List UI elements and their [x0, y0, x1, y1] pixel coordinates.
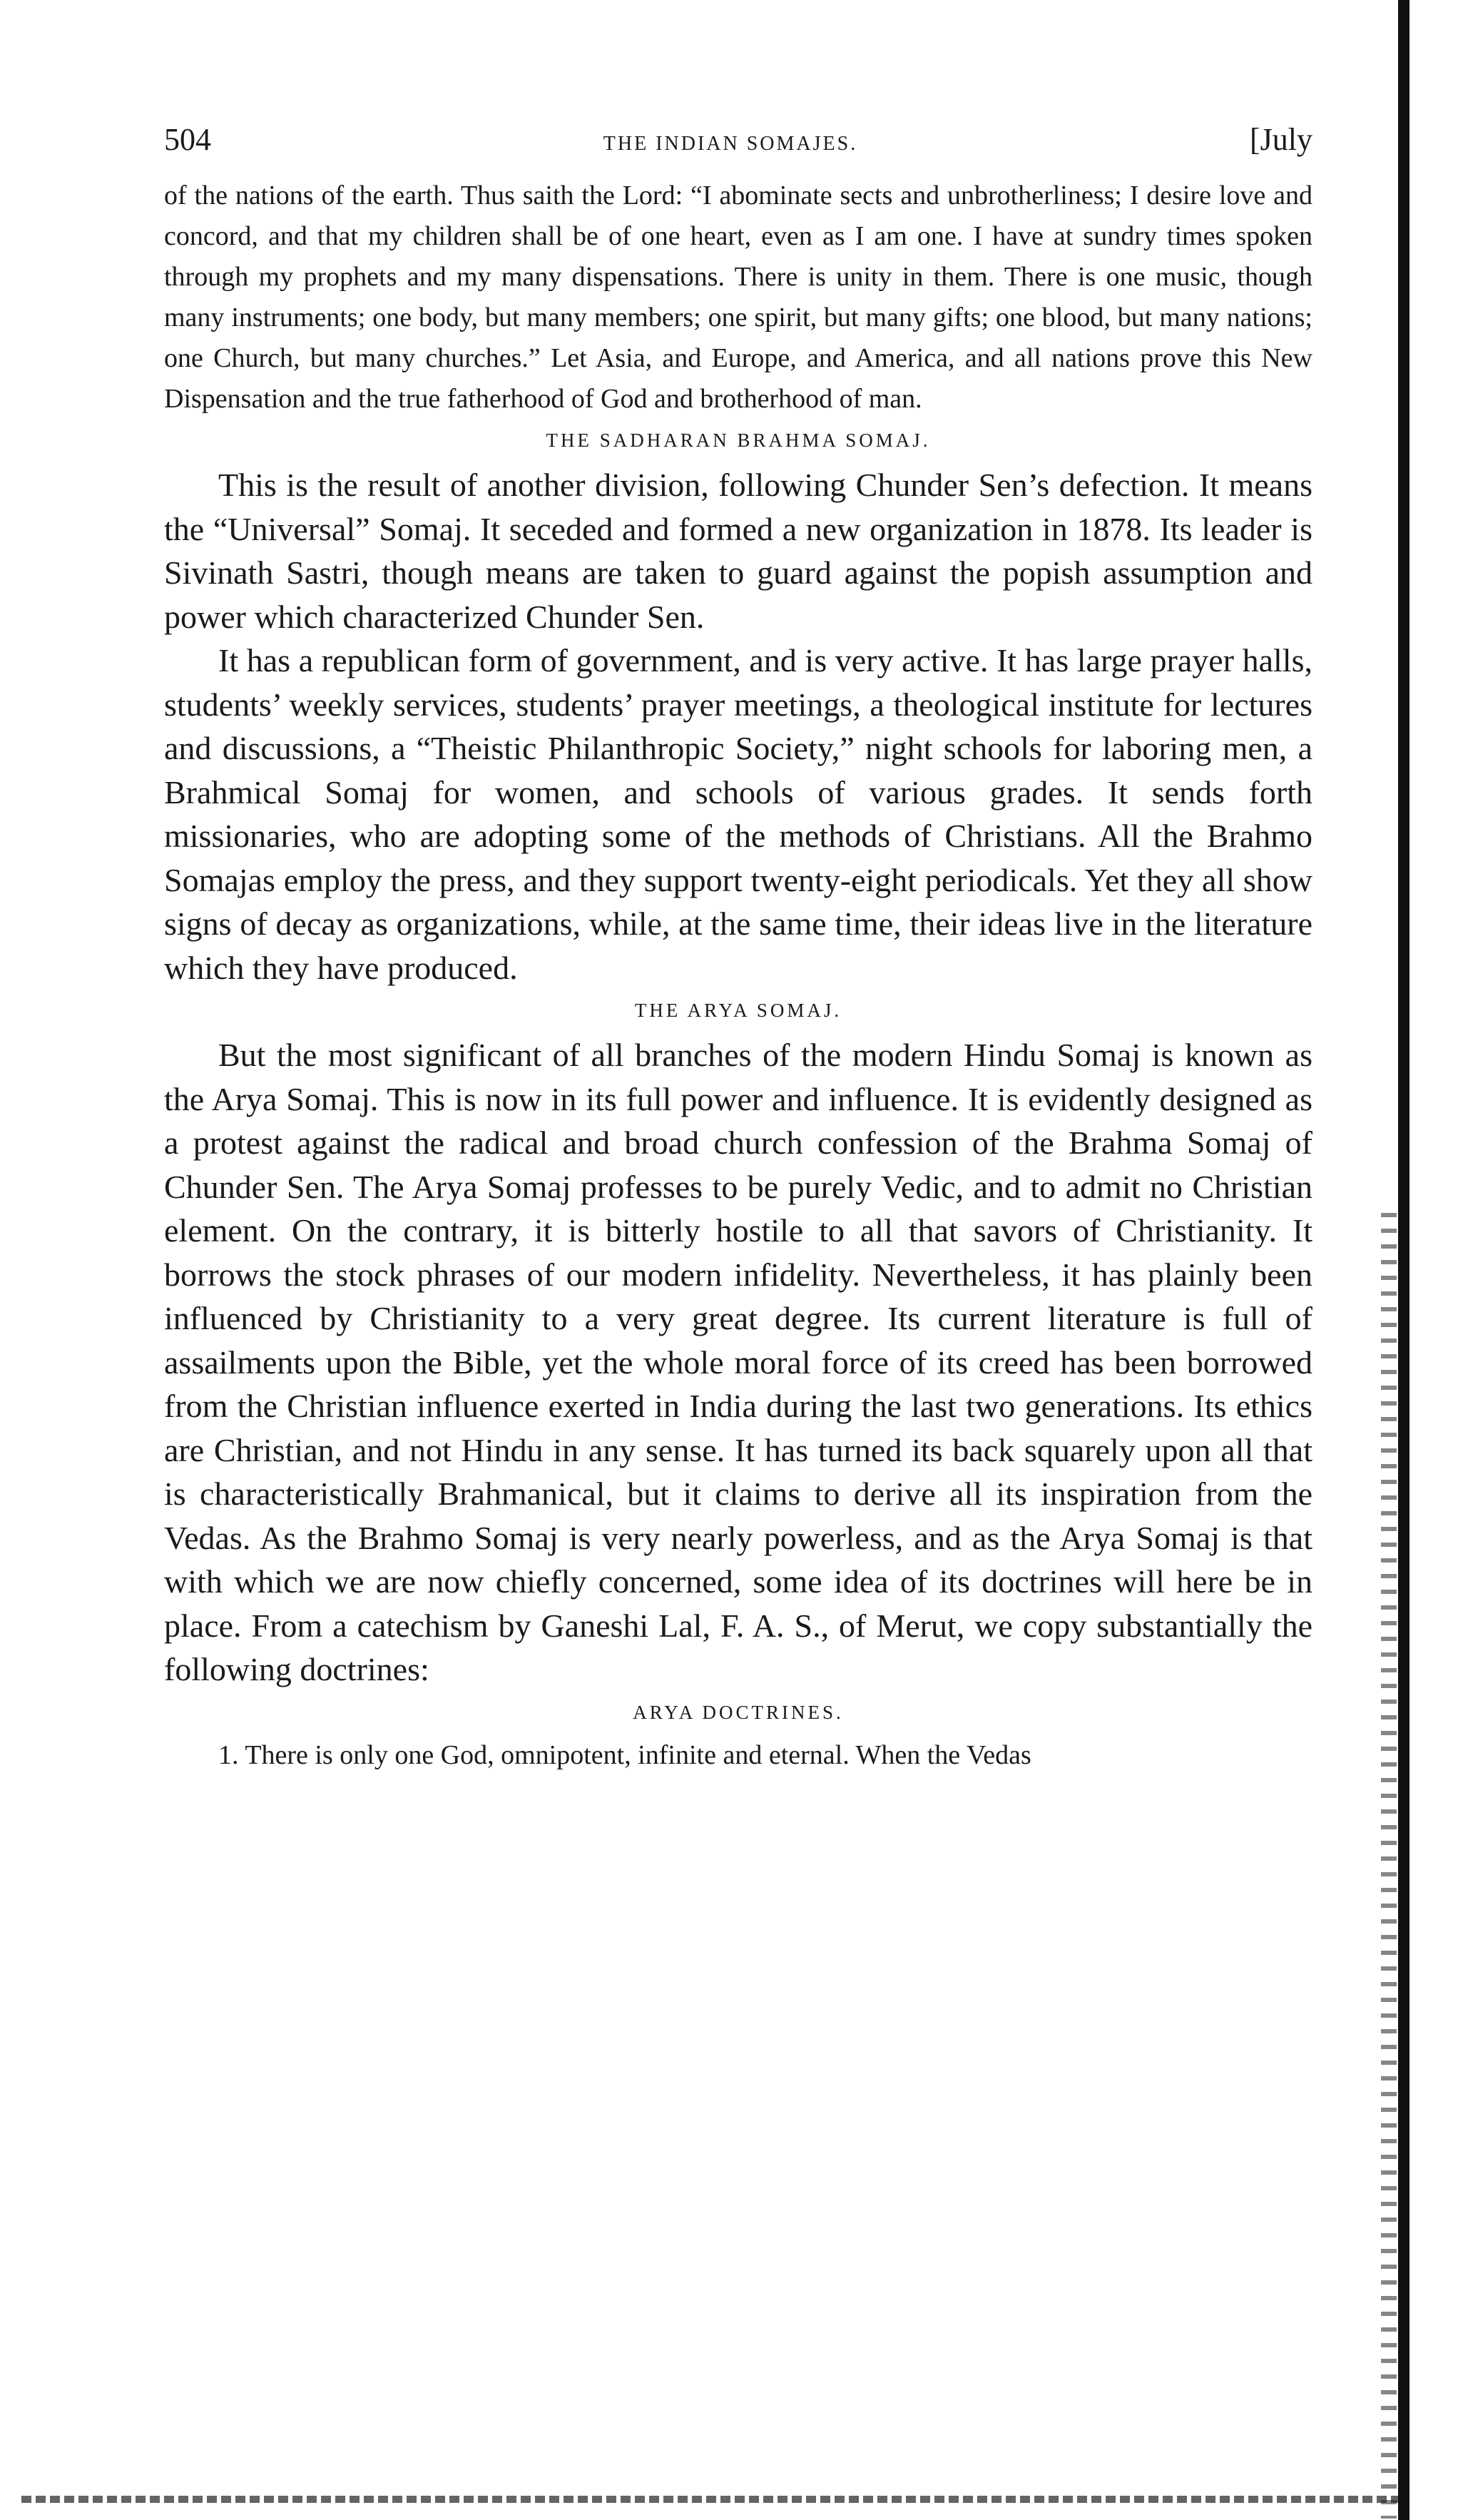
page-edge-texture	[1381, 1213, 1397, 2519]
paragraph-arya: But the most significant of all branches of the modern Hindu Somaj is known as the Arya Somaj. This is now in its full power and influence. It is evidently designed as a protest against the radical and broad church confession of the Brahma Somaj of Chunder Sen. The Arya Somaj professes to be purely Vedic, and to admit no Christian element. On the contrary, it is bitterly hostile to all that savors of Christianity. It borrows the stock phrases of our modern infidelity. Nevertheless, it has plainly been influenced by Christianity to a very great degree. Its current literature is full of assailments upon the Bible, yet the whole moral force of its creed has been borrowed from the Christian influence exerted in India during the last two generations. Its ethics are Christian, and not Hindu in any sense. It has turned its back squarely upon all that is characteristically Brahmanical, but it claims to derive all its inspiration from the Vedas. As the Brahmo Somaj is very nearly powerless, and as the Arya Somaj is that with which we are now chiefly concerned, some idea of its doctrines will here be in place. From a catechism by Ganeshi Lal, F. A. S., of Merut, we copy substantially the following doctrines:	[164, 1037, 1312, 1687]
section-heading-sadharan: THE SADHARAN BRAHMA SOMAJ.	[546, 430, 931, 451]
running-title: THE INDIAN SOMAJES.	[603, 133, 858, 155]
bottom-edge-texture	[21, 2496, 1398, 2503]
doctrine-item-1: 1. There is only one God, omnipotent, infinite and eternal. When the Vedas	[218, 1739, 1031, 1770]
paragraph-continuation: of the nations of the earth. Thus saith the Lord: “I abominate sects and unbrotherliness; I desire love and concord, and that my children shall be of one heart, even as I am one. I have at sundry times spoken through my prophets and my many dispensations. There is unity in them. There is one music, though many instruments; one body, but many members; one spirit, but many gifts; one blood, but many nations; one Church, but many churches.” Let Asia, and Europe, and America, and all nations prove this New Dispensation and the true fatherhood of God and brotherhood of man.	[164, 181, 1312, 414]
book-page	[164, 121, 1312, 1776]
paragraph-sadharan-2: It has a republican form of government, and is very active. It has large prayer halls, students’ weekly services, students’ prayer meetings, a theological institute for lectures and discussions, a “Theistic Philanthropic Society,” night schools for laboring men, a Brahmical Somaj for women, and schools of various grades. It sends forth missionaries, who are adopting some of the methods of Christians. All the Brahmo Somajas employ the press, and they support twenty-eight periodicals. Yet they all show signs of decay as organizations, while, at the same time, their ideas live in the literature which they have produced.	[164, 642, 1312, 986]
paragraph-sadharan-1: This is the result of another division, following Chunder Sen’s defection. It means the “Universal” Somaj. It seceded and formed a new organization in 1878. Its leader is Sivinath Sastri, though means are taken to guard against the popish assumption and power which characterized Chunder Sen.	[164, 467, 1312, 635]
section-heading-arya: THE ARYA SOMAJ.	[634, 1000, 842, 1021]
binding-edge-rule	[1398, 0, 1410, 2520]
running-head	[164, 121, 1312, 171]
running-date: [July	[1249, 122, 1312, 157]
section-heading-doctrines: ARYA DOCTRINES.	[633, 1701, 844, 1723]
page-number: 504	[164, 122, 211, 157]
